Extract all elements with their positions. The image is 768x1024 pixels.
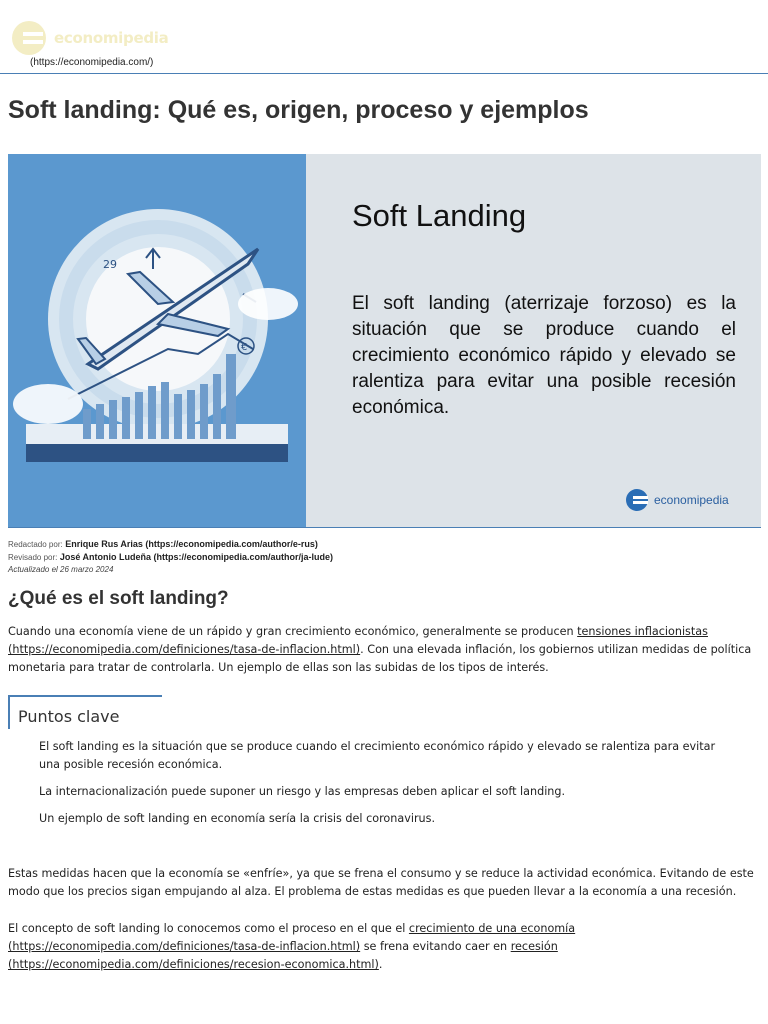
byline bbox=[8, 538, 333, 576]
hero-image bbox=[8, 154, 761, 528]
inflation-link[interactable]: tensiones inflacionistas (https://economipedia.com/definiciones/tasa-de-inflacion.html) bbox=[8, 625, 708, 656]
hero-description: El soft landing (aterrizaje forzoso) es la situación que se produce cuando el crecimiento económico rápido y elevado se ralentiza para evitar una posible recesión económica. bbox=[352, 293, 736, 418]
author-link[interactable]: Enrique Rus Arias (https://economipedia.com/author/e-rus) bbox=[65, 539, 318, 549]
site-header bbox=[0, 0, 768, 74]
hero-logo-text: economipedia bbox=[654, 493, 729, 507]
key-point-item: Un ejemplo de soft landing en economía sería la crisis del coronavirus. bbox=[39, 812, 436, 825]
hero-title: Soft Landing bbox=[352, 198, 527, 233]
key-point-item: La internacionalización puede suponer un riesgo y las empresas deben aplicar el soft landing. bbox=[39, 785, 566, 798]
site-url[interactable]: (https://economipedia.com/) bbox=[30, 57, 154, 68]
reviewed-by-line bbox=[8, 551, 333, 564]
reviewer-link[interactable]: José Antonio Ludeña (https://economipedia.com/author/ja-lude) bbox=[59, 552, 334, 562]
site-logo[interactable] bbox=[12, 21, 168, 55]
text-span: El concepto de soft landing lo conocemos como el proceso en el que el bbox=[8, 922, 409, 935]
written-label: Redactado por: bbox=[8, 540, 63, 549]
airplane-illustration bbox=[8, 154, 306, 527]
article-title: Soft landing: Qué es, origen, proceso y ejemplos bbox=[8, 96, 589, 124]
text-span: se frena evitando caer en bbox=[360, 940, 511, 953]
paragraph-3 bbox=[8, 920, 760, 974]
key-points-list bbox=[8, 738, 760, 828]
economipedia-logo-icon bbox=[626, 489, 650, 511]
recession-link[interactable]: recesión (https://economipedia.com/definiciones/recesion-economica.html) bbox=[8, 940, 558, 971]
text-span: Cuando una economía viene de un rápido y gran crecimiento económico, generalmente se producen bbox=[8, 625, 578, 638]
euro-icon: € bbox=[241, 342, 248, 353]
paragraph-2: Estas medidas hacen que la economía se «enfríe», ya que se frena el consumo y se reduce la actividad económica. Evitando de este modo que los precios sigan empujando al alza. El problema de estas medidas es que pueden llevar a la economía a una recesión. bbox=[8, 867, 754, 898]
badge-number: 29 bbox=[103, 258, 117, 271]
key-points-title: Puntos clave bbox=[18, 707, 120, 726]
section-heading: ¿Qué es el soft landing? bbox=[8, 588, 229, 609]
text-span: . bbox=[378, 958, 383, 971]
growth-link[interactable]: crecimiento de una economía (https://economipedia.com/definiciones/tasa-de-inflacion.html) bbox=[8, 922, 576, 953]
updated-date: Actualizado el 26 marzo 2024 bbox=[8, 565, 114, 574]
intro-paragraph bbox=[8, 623, 760, 677]
key-points-header bbox=[8, 695, 162, 729]
written-by-line bbox=[8, 538, 333, 551]
logo-text: economipedia bbox=[54, 29, 169, 47]
key-point-item: El soft landing es la situación que se produce cuando el crecimiento económico rápido y elevado se ralentiza para evitar una posible recesión económica. bbox=[39, 740, 716, 771]
economipedia-logo-icon bbox=[12, 21, 48, 55]
key-points-box bbox=[8, 695, 760, 837]
text-span: . Con una elevada inflación, los gobiernos utilizan medidas de política monetaria para tratar de controlarla. Un ejemplo de ellas son las subidas de los tipos de interés. bbox=[8, 643, 752, 674]
hero-illustration bbox=[8, 154, 306, 527]
reviewed-label: Revisado por: bbox=[8, 553, 58, 562]
hero-logo bbox=[626, 489, 729, 511]
